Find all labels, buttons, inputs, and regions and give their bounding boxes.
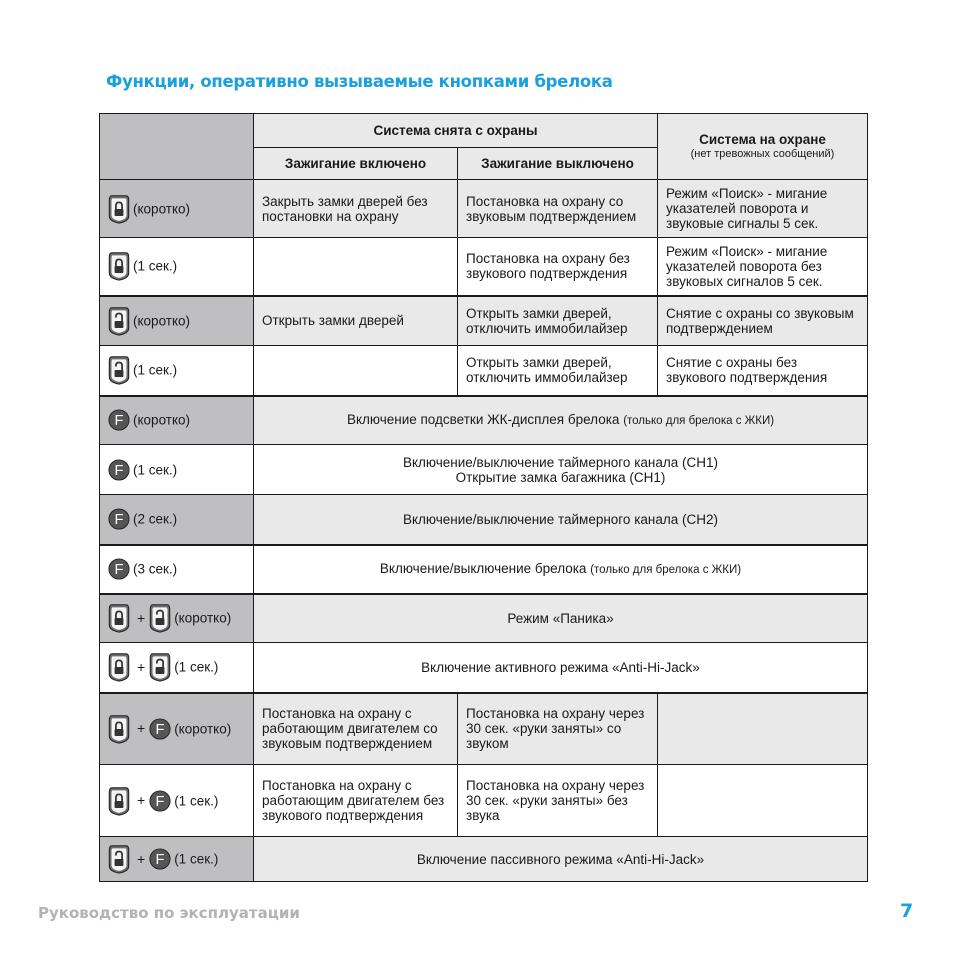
span-cell: Включение/выключение таймерного канала (CH2) [254,495,868,545]
cell-ignition-off: Постановка на охрану без звукового подтверждения [458,238,658,296]
table-row [100,594,868,643]
plus-sign: + [137,792,146,808]
lock-open-icon [108,306,130,336]
cell-ignition-off: Открыть замки дверей, отключить иммобилайзер [458,296,658,346]
table-row [100,445,868,495]
lock-open-icon [108,355,130,385]
header-disarmed: Система снята с охраны [254,114,658,148]
header-ignition-off: Зажигание выключено [458,148,658,180]
lock-closed-icon [108,194,130,224]
header-armed [658,114,868,180]
footer-title: Руководство по эксплуатации [38,904,300,922]
press-duration: (1 сек.) [174,659,219,675]
key-cell [100,396,254,445]
press-duration: (2 сек.) [133,511,178,527]
key-cell [100,445,254,495]
press-duration: (коротко) [133,201,191,216]
press-duration: (коротко) [174,610,232,626]
function-note: (только для брелока с ЖКИ) [623,414,775,427]
function-text: Включение/выключение таймерного канала (CH1) [402,454,719,470]
cell-ignition-off: Постановка на охрану через 30 сек. «руки заняты» со звуком [458,693,658,765]
span-cell: Режим «Паника» [254,594,868,643]
table-row [100,693,868,765]
press-duration: (1 сек.) [133,258,178,274]
plus-sign: + [137,720,146,737]
header-corner [100,114,254,180]
key-cell [100,837,254,882]
cell-armed: Режим «Поиск» - мигание указателей поворота без звуковых сигналов 5 сек. [658,238,868,296]
table-row [100,495,868,545]
f-button-icon [108,459,130,481]
cell-ignition-on [254,238,458,296]
header-ignition-on: Зажигание включено [254,148,458,180]
f-button-icon [149,848,171,870]
function-text: Включение подсветки ЖК-дисплея брелока [346,411,620,427]
key-cell [100,296,254,346]
cell-armed: Снятие с охраны без звукового подтверждения [658,346,868,396]
plus-sign: + [137,850,146,867]
press-duration: (коротко) [174,721,232,737]
span-cell: Включение активного режима «Anti-Hi-Jack» [254,643,868,693]
f-button-icon [108,558,130,580]
cell-ignition-on [254,346,458,396]
span-cell [254,545,868,594]
press-duration: (коротко) [133,412,191,428]
table-row [100,765,868,837]
function-text-2: Открытие замка багажника (CH1) [455,469,666,485]
cell-armed: Снятие с охраны со звуковым подтверждением [658,296,868,346]
header-armed-label: Система на охране [699,131,826,147]
plus-sign: + [137,658,146,675]
key-cell [100,495,254,545]
key-cell [100,594,254,643]
table-row [100,643,868,693]
cell-armed [658,765,868,837]
press-duration: (коротко) [133,313,191,329]
table-row [100,837,868,882]
table-row [100,238,868,296]
lock-open-icon [149,652,171,682]
function-text: Включение/выключение брелока [379,560,587,576]
f-button-icon [108,409,130,431]
cell-ignition-on: Постановка на охрану с работающим двигателем со звуковым подтверждением [254,693,458,765]
cell-ignition-off: Постановка на охрану со звуковым подтверждением [458,180,658,238]
lock-open-icon [149,603,171,633]
lock-closed-icon [108,251,130,281]
lock-closed-icon [108,714,130,744]
f-button-icon [149,790,171,812]
lock-open-icon [108,844,130,874]
page-number: 7 [900,900,914,922]
page-title: Функции, оперативно вызываемые кнопками брелока [106,72,613,91]
cell-ignition-off: Постановка на охрану через 30 сек. «руки заняты» без звука [458,765,658,837]
cell-ignition-on: Открыть замки дверей [254,296,458,346]
press-duration: (1 сек.) [174,793,219,808]
cell-ignition-on: Постановка на охрану с работающим двигателем без звукового подтверждения [254,765,458,837]
table-row [100,180,868,238]
function-note: (только для брелока с ЖКИ) [590,563,742,576]
f-button-icon [149,718,171,740]
plus-sign: + [137,609,146,626]
lock-closed-icon [108,652,130,682]
cell-ignition-on: Закрыть замки дверей без постановки на охрану [254,180,458,238]
press-duration: (3 сек.) [133,561,178,577]
press-duration: (1 сек.) [133,362,178,378]
f-button-icon [108,508,130,530]
key-cell [100,238,254,296]
span-cell [254,445,868,495]
press-duration: (1 сек.) [133,462,178,477]
table-row [100,346,868,396]
cell-armed: Режим «Поиск» - мигание указателей поворота и звуковые сигналы 5 сек. [658,180,868,238]
lock-closed-icon [108,786,130,816]
functions-table [99,113,868,882]
span-cell: Включение пассивного режима «Anti-Hi-Jack» [254,837,868,882]
key-cell [100,180,254,238]
key-cell [100,346,254,396]
lock-closed-icon [108,603,130,633]
table-row [100,296,868,346]
key-cell [100,643,254,693]
key-cell [100,693,254,765]
key-cell [100,545,254,594]
key-cell [100,765,254,837]
table-row [100,396,868,445]
table-row [100,545,868,594]
cell-ignition-off: Открыть замки дверей, отключить иммобилайзер [458,346,658,396]
cell-armed [658,693,868,765]
span-cell [254,396,868,445]
press-duration: (1 сек.) [174,851,219,867]
header-armed-note: (нет тревожных сообщений) [690,147,835,160]
